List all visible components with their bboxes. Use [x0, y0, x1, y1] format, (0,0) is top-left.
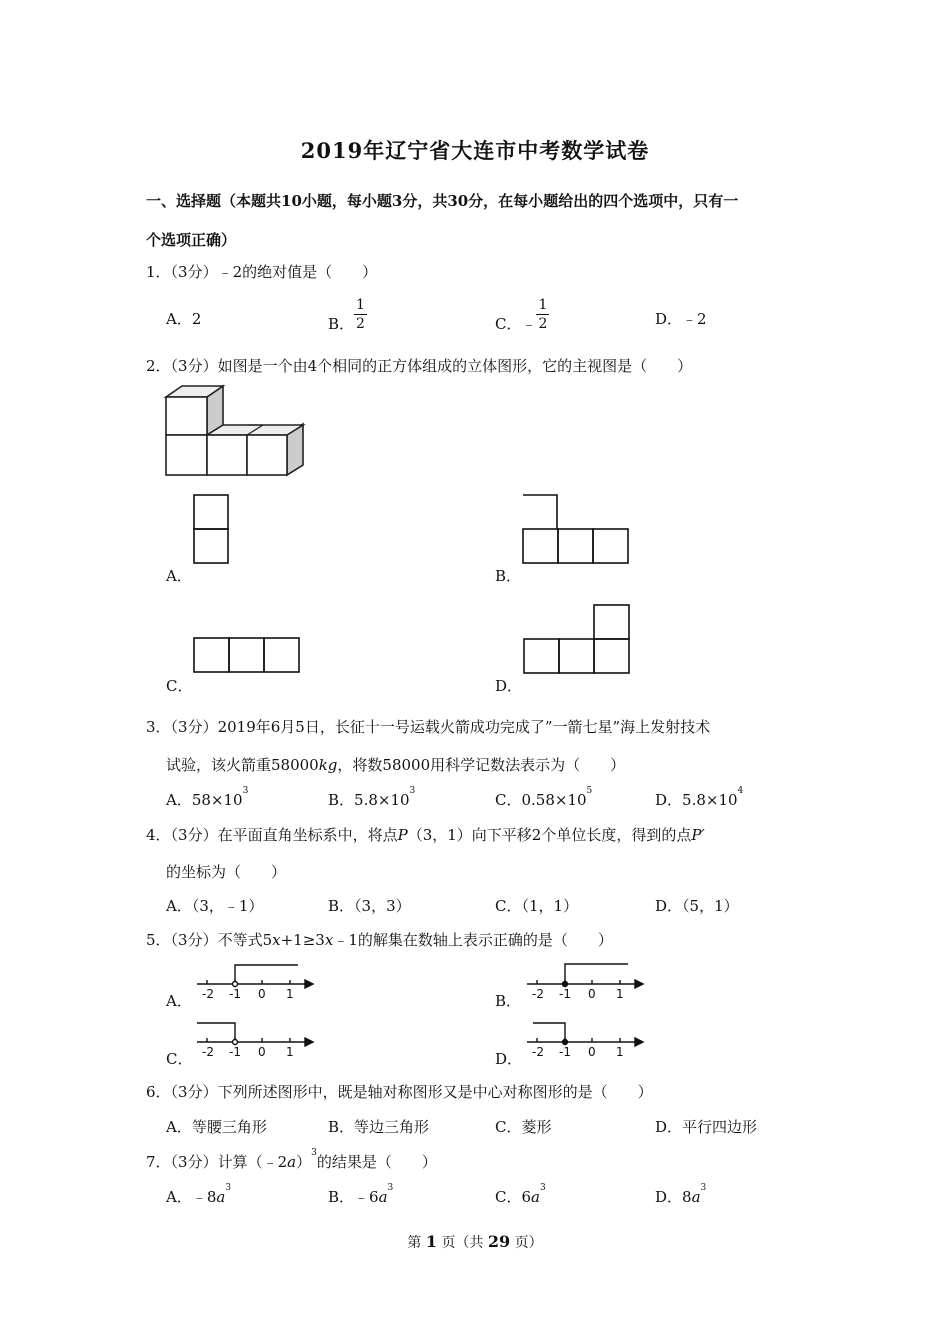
q3-option-d: [655, 786, 744, 810]
option-text: A．﹣8: [166, 1188, 217, 1206]
exponent: 3: [700, 1183, 707, 1193]
tick-label: -2: [202, 987, 214, 1001]
q1-option-b-label: B．: [328, 314, 355, 333]
tick-label: -2: [532, 987, 544, 1001]
q3-option-c: [495, 786, 593, 810]
q6-option-c: C．菱形: [495, 1118, 552, 1136]
q5-stem-text-end: ﹣1的解集在数轴上表示正确的是（ ）: [333, 931, 613, 949]
exponent: 5: [586, 786, 593, 796]
q5-option-d-number-line: [525, 1020, 645, 1062]
footer-text: 页）: [514, 1235, 543, 1251]
point-p: P: [397, 826, 408, 844]
q5-stem-text: 5．（3分）不等式5: [146, 931, 273, 949]
option-text: D．8: [655, 1188, 692, 1206]
fraction-numerator: 1: [356, 297, 365, 313]
footer-text: 第: [407, 1235, 422, 1251]
q1-stem: 1．（3分）﹣2的绝对值是（ ）: [146, 263, 378, 281]
variable-a: a: [378, 1188, 388, 1206]
footer-text: 页（共: [441, 1235, 484, 1251]
q1-option-b: [328, 298, 367, 331]
exponent: 3: [225, 1183, 232, 1193]
q2-stem: 2．（3分）如图是一个由4个相同的正方体组成的立体图形，它的主视图是（ ）: [146, 357, 693, 375]
q2-cube-figure: [165, 385, 310, 480]
option-text: B．﹣6: [328, 1188, 379, 1206]
q3-unit: kg: [318, 756, 338, 774]
q1-option-d: D．﹣2: [655, 310, 707, 328]
section-heading-line2: 个选项正确）: [146, 231, 237, 249]
q4-stem-text: 4．（3分）在平面直角坐标系中，将点: [146, 826, 398, 844]
q3-stem-line1: 3．（3分）2019年6月5日，长征十一号运载火箭成功完成了”一箭七星”海上发射技术: [146, 718, 711, 736]
tick-label: -1: [559, 987, 571, 1001]
q2-option-b-figure: [522, 494, 632, 566]
variable-a: a: [691, 1188, 701, 1206]
tick-label: -2: [532, 1045, 544, 1059]
fraction-numerator: 1: [538, 297, 548, 313]
q7-stem-text-end: 的结果是（ ）: [316, 1153, 437, 1171]
tick-label: 0: [258, 1045, 266, 1059]
q1-option-c: [495, 298, 549, 331]
q7-stem-text: 7．（3分）计算（﹣2: [146, 1153, 288, 1171]
q4-stem-line1: [146, 824, 705, 845]
option-text: C．6: [495, 1188, 532, 1206]
fraction-denominator: 2: [538, 316, 548, 332]
q5-option-c: C．: [166, 1050, 193, 1068]
tick-label: 0: [588, 1045, 596, 1059]
point-p-prime: P′: [691, 826, 705, 844]
q4-option-c: C．（1，1）: [495, 897, 579, 915]
q5-option-d: D．: [495, 1050, 523, 1068]
exponent: 3: [409, 786, 416, 796]
exponent: 3: [242, 786, 249, 796]
page-footer: [0, 1232, 950, 1252]
q3-stem-text: 试验，该火箭重58000: [166, 756, 319, 774]
q5-stem: [146, 929, 613, 950]
total-pages: 29: [487, 1232, 511, 1251]
exponent: 3: [539, 1183, 546, 1193]
q1-option-c-label: C．﹣: [495, 314, 537, 333]
q2-option-c: C．: [166, 677, 193, 695]
q6-option-a: A．等腰三角形: [166, 1118, 267, 1136]
q5-option-b-number-line: [525, 962, 645, 1004]
variable-a: a: [531, 1188, 540, 1206]
tick-label: 1: [286, 1045, 294, 1059]
q6-option-b: B．等边三角形: [328, 1118, 430, 1136]
page-number: 1: [425, 1232, 437, 1251]
q1-option-b-fraction: [354, 298, 367, 331]
exponent: 3: [387, 1183, 394, 1193]
q4-stem-text-mid: （3，1）向下平移2个单位长度，得到的点: [407, 826, 692, 844]
q2-option-d: D．: [495, 677, 523, 695]
q6-stem: 6．（3分）下列所述图形中，既是轴对称图形又是中心对称图形的是（ ）: [146, 1083, 653, 1101]
fraction-denominator: 2: [356, 316, 365, 332]
tick-label: -1: [229, 987, 241, 1001]
q2-option-a: A．: [166, 567, 192, 585]
q7-option-d: [655, 1183, 707, 1207]
section-heading-line1: 一、选择题（本题共10小题，每小题3分，共30分，在每小题给出的四个选项中，只有一: [146, 192, 739, 210]
q5-option-a: A．: [166, 992, 192, 1010]
tick-label: -1: [559, 1045, 571, 1059]
q7-option-c: [495, 1183, 546, 1207]
page-title: 2019年辽宁省大连市中考数学试卷: [300, 138, 650, 163]
q6-option-d: D．平行四边形: [655, 1118, 758, 1136]
q4-stem-line2: 的坐标为（ ）: [166, 863, 287, 881]
q3-stem-line2: [166, 754, 625, 775]
tick-label: 1: [286, 987, 294, 1001]
variable-x: x: [324, 931, 334, 949]
exponent: 3: [311, 1148, 317, 1158]
q4-option-b: B．（3，3）: [328, 897, 411, 915]
q2-option-b: B．: [495, 567, 522, 585]
q1-option-c-fraction: [536, 298, 549, 331]
q7-stem: [146, 1148, 437, 1172]
variable-x: x: [272, 931, 281, 949]
q3-stem-text-end: ，将数58000用科学记数法表示为（ ）: [337, 756, 626, 774]
tick-label: -2: [202, 1045, 214, 1059]
q4-option-a: A．（3，﹣1）: [166, 897, 264, 915]
q3-option-b: [328, 786, 416, 810]
q2-option-d-figure: [523, 604, 633, 676]
tick-label: 1: [616, 987, 624, 1001]
tick-label: 0: [588, 987, 596, 1001]
q5-stem-text-mid: +1≥3: [280, 931, 325, 949]
tick-label: -1: [229, 1045, 241, 1059]
q4-option-d: D．（5，1）: [655, 897, 739, 915]
q7-stem-paren: ）: [296, 1153, 312, 1171]
option-text: B．5.8×10: [328, 791, 410, 809]
q5-option-b: B．: [495, 992, 522, 1010]
variable-a: a: [287, 1153, 297, 1171]
option-text: D．5.8×10: [655, 791, 738, 809]
tick-label: 0: [258, 987, 266, 1001]
q7-option-a: [166, 1183, 232, 1207]
q2-option-c-figure: [193, 637, 303, 677]
exponent: 4: [737, 786, 744, 796]
q5-option-c-number-line: [195, 1020, 315, 1062]
option-text: A．58×10: [166, 791, 243, 809]
tick-label: 1: [616, 1045, 624, 1059]
q7-option-b: [328, 1183, 394, 1207]
q1-option-a: A．2: [166, 310, 202, 328]
q5-option-a-number-line: [195, 962, 315, 1004]
q3-option-a: [166, 786, 249, 810]
q2-option-a-figure: [193, 494, 233, 566]
option-text: C．0.58×10: [495, 791, 587, 809]
variable-a: a: [216, 1188, 226, 1206]
